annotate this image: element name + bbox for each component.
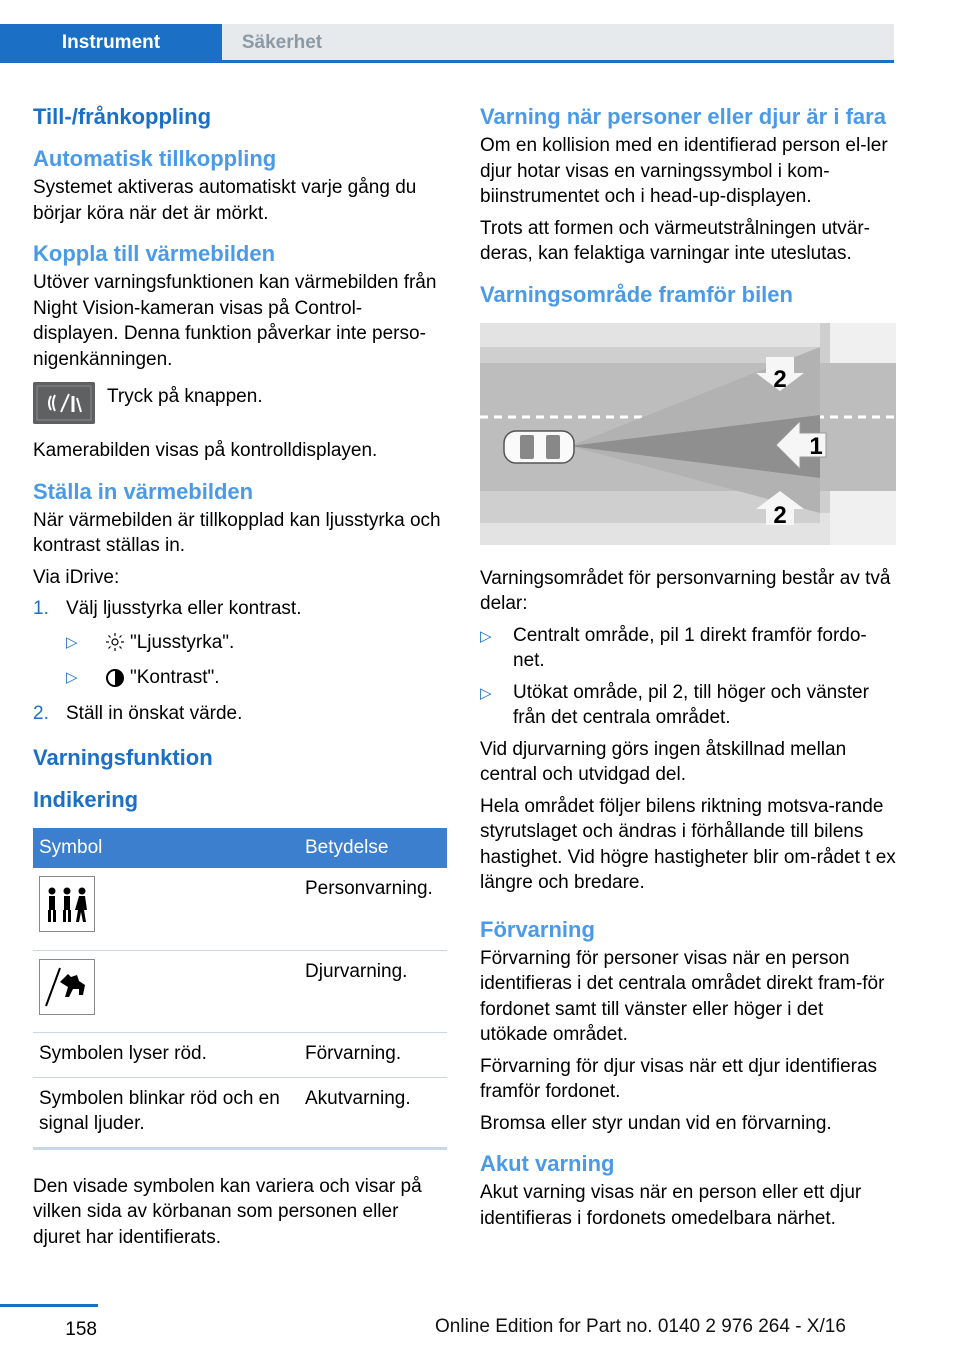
paragraph-forvarning-3: Bromsa eller styr undan vid en förvarning. bbox=[480, 1112, 832, 1134]
table-header-symbol: Symbol bbox=[33, 828, 299, 868]
list-item bbox=[66, 630, 447, 656]
table-cell: Personvarning. bbox=[299, 868, 447, 950]
table-row bbox=[33, 868, 447, 950]
footer-edition: Online Edition for Part no. 0140 2 976 264 - X/16 bbox=[435, 1316, 846, 1337]
heading-till-frankoppling: Till-/frånkoppling bbox=[33, 104, 212, 129]
table-cell: Förvarning. bbox=[299, 1033, 447, 1078]
paragraph-kamera: Kamerabilden visas på kontrolldisplayen. bbox=[33, 440, 378, 461]
paragraph-via-idrive: Via iDrive: bbox=[33, 566, 120, 588]
steps-list bbox=[33, 596, 447, 726]
table-cell: Djurvarning. bbox=[299, 950, 447, 1033]
paragraph-koppla: Utöver varningsfunktionen kan värmebilden från Night Vision-kameran visas på Control-displayen. Denna funktion påverkar inte perso-nigenkänningen. bbox=[33, 272, 437, 370]
figure-label-2-bottom: 2 bbox=[773, 501, 787, 529]
brightness-icon bbox=[100, 632, 130, 652]
step-number: 2. bbox=[33, 702, 49, 724]
person-warning-icon bbox=[39, 876, 95, 932]
paragraph-omrade: Varningsområdet för personvarning består av två delar: bbox=[480, 567, 891, 614]
heading-varning-fara: Varning när personer eller djur är i fara bbox=[480, 104, 886, 129]
right-column bbox=[480, 103, 896, 1237]
chapter-tabs bbox=[0, 24, 894, 62]
list-item bbox=[66, 665, 447, 691]
triangle-bullet-icon: ▷ bbox=[480, 684, 492, 702]
paragraph-fara-2: Trots att formen och värmeutstrålningen utvär-deras, kan felaktiga varningar inte uteslutas. bbox=[480, 217, 871, 264]
tab-divider bbox=[0, 60, 894, 63]
night-vision-button-icon bbox=[33, 382, 95, 424]
tab-sakerhet[interactable]: Säkerhet bbox=[241, 32, 323, 53]
triangle-bullet-icon: ▷ bbox=[66, 633, 78, 651]
heading-varningsomrade: Varningsområde framför bilen bbox=[480, 281, 793, 307]
left-column bbox=[33, 103, 447, 1256]
heading-varningsfunktion: Varningsfunktion bbox=[33, 745, 213, 770]
table-row bbox=[33, 950, 447, 1033]
triangle-bullet-icon: ▷ bbox=[66, 669, 78, 686]
button-text: Tryck på knappen. bbox=[107, 386, 263, 407]
table-row bbox=[33, 1077, 447, 1148]
warning-area-diagram bbox=[480, 323, 896, 545]
paragraph-hela: Hela området följer bilens riktning motsva-rande styrutslaget och ändras i förhållande till bilens hastighet. Vid högre hastigheter blir om-rådet t ex längre och bredare. bbox=[480, 795, 896, 893]
list-item bbox=[33, 596, 447, 622]
paragraph-fara-1: Om en kollision med en identifierad person el-ler djur hotar visas en varningssymbol i kom-biinstrumentet och i head-up-displayen. bbox=[480, 135, 888, 207]
step-number: 1. bbox=[33, 598, 49, 619]
triangle-bullet-icon: ▷ bbox=[480, 627, 492, 645]
heading-stalla-in: Ställa in värmebilden bbox=[33, 478, 254, 504]
indication-table bbox=[33, 828, 447, 1150]
step-text: Välj ljusstyrka eller kontrast. bbox=[66, 598, 302, 619]
page-number: 158 bbox=[65, 1319, 97, 1340]
table-cell: Symbolen blinkar röd och en signal ljuder. bbox=[33, 1077, 299, 1148]
step-text: Ställ in önskat värde. bbox=[66, 702, 243, 724]
paragraph-end: Den visade symbolen kan variera och visar på vilken sida av körbanan som personen eller djuret har identifierats. bbox=[33, 1175, 422, 1248]
figure-label-2-top: 2 bbox=[773, 365, 787, 393]
paragraph-forvarning-2: Förvarning för djur visas när ett djur identifieras framför fordonet. bbox=[480, 1055, 878, 1102]
paragraph-forvarning-1: Förvarning för personer visas när en person identifieras i det centrala området direkt fram-för fordonet samt till vänster eller höger i det utökade området. bbox=[480, 947, 885, 1045]
tab-instrument[interactable]: Instrument bbox=[0, 24, 222, 62]
sub-text: "Ljusstyrka". bbox=[130, 631, 235, 653]
figure-label-1: 1 bbox=[809, 432, 823, 460]
table-row bbox=[33, 1033, 447, 1078]
table-cell: Akutvarning. bbox=[299, 1077, 447, 1148]
paragraph-akut: Akut varning visas när en person eller ett djur identifieras i fordonets omedelbara närhet. bbox=[480, 1182, 862, 1229]
list-item bbox=[33, 701, 447, 727]
contrast-icon bbox=[100, 668, 130, 688]
animal-warning-icon bbox=[39, 959, 95, 1015]
page-number-bar bbox=[0, 1304, 98, 1341]
list-item bbox=[480, 680, 896, 731]
button-instruction bbox=[33, 382, 447, 424]
paragraph-auto: Systemet aktiveras automatiskt varje gång du börjar köra när det är mörkt. bbox=[33, 177, 417, 224]
sub-text: "Kontrast". bbox=[130, 667, 220, 688]
heading-automatisk-tillkoppling: Automatisk tillkoppling bbox=[33, 146, 277, 171]
table-cell: Symbolen lyser röd. bbox=[33, 1033, 299, 1078]
list-item bbox=[480, 623, 896, 674]
heading-indikering: Indikering bbox=[33, 787, 139, 812]
heading-forvarning: Förvarning bbox=[480, 916, 595, 942]
paragraph-stalla: När värmebilden är tillkopplad kan ljusstyrka och kontrast ställas in. bbox=[33, 509, 441, 556]
table-header-betydelse: Betydelse bbox=[299, 828, 447, 868]
paragraph-djur: Vid djurvarning görs ingen åtskillnad mellan central och utvidgad del. bbox=[480, 738, 847, 785]
heading-akut-varning: Akut varning bbox=[480, 1151, 615, 1176]
heading-koppla-till: Koppla till värmebilden bbox=[33, 241, 276, 266]
bullet-text: Utökat område, pil 2, till höger och vänster från det centrala området. bbox=[513, 681, 869, 728]
bullet-text: Centralt område, pil 1 direkt framför fordo-net. bbox=[513, 624, 867, 671]
